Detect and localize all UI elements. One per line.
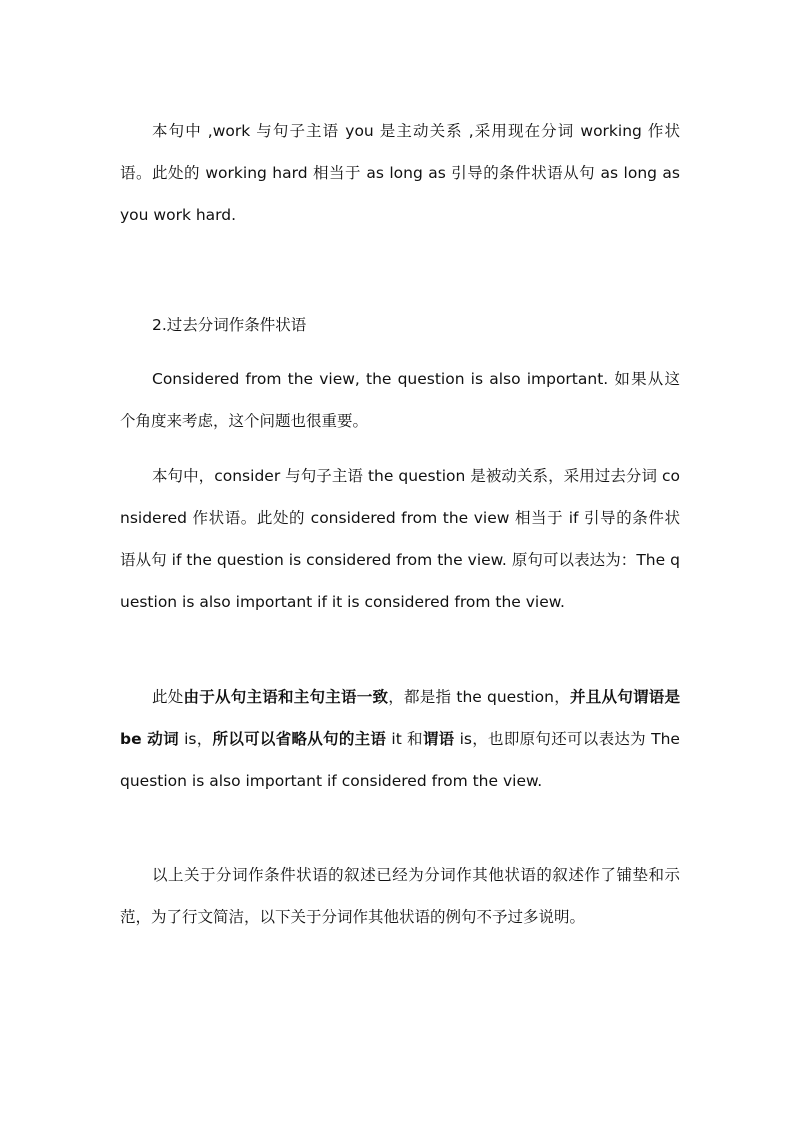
paragraph-summary-note bbox=[120, 854, 680, 938]
paragraph-explanation-considered bbox=[120, 455, 680, 623]
bold-text: 由于从句主语和主句主语一致 bbox=[183, 687, 389, 706]
paragraph-text: it 和 bbox=[386, 729, 423, 748]
paragraph-text: is，也即原句还可以表达为 The question is also important bbox=[120, 729, 680, 790]
paragraph-text: 本句中 ,work 与句子主语 you 是主动关系 ,采用现在分词 working 作状语。此处的 working hard 相当于 as long as 引导的条件状语从句 as long as you work hard. bbox=[120, 121, 680, 224]
paragraph-example-sentence bbox=[120, 358, 680, 442]
paragraph-text: 以上关于分词作条件状语的叙述已经为分词作其他状语的叙述作了铺垫和示范，为了行文简洁，以下关于分词作其他状语的例句不予过多说明。 bbox=[120, 865, 680, 926]
paragraph-text-emphasis: if it is considered from the view. bbox=[317, 592, 565, 611]
bold-text: 谓语 bbox=[422, 729, 455, 748]
paragraph-text: 本句中，consider 与句子主语 the question 是被动关系，采用过去分词 considered 作状语。此处的 considered from the view 相当于 if 引导的条件状语从句 if the question is considered from the view. 原句可以表达为：The question is also important bbox=[120, 466, 680, 611]
paragraph-text: is， bbox=[178, 729, 213, 748]
paragraph-working-as-condition bbox=[120, 110, 680, 236]
paragraph-text: ，都是指 the question， bbox=[388, 687, 570, 706]
bold-text: 并且从句谓语是 be 动词 bbox=[120, 687, 680, 748]
paragraph-text: 此处 bbox=[152, 687, 184, 706]
bold-text: 所以可以省略从句的主语 bbox=[212, 729, 387, 748]
section-heading-past-participle-condition bbox=[120, 304, 680, 346]
paragraph-text-emphasis: if considered from the view. bbox=[327, 771, 543, 790]
paragraph-text: Considered from the view, the question is also important. 如果从这个角度来考虑，这个问题也很重要。 bbox=[120, 369, 680, 430]
paragraph-omission-rule bbox=[120, 676, 680, 802]
heading-text: 2.过去分词作条件状语 bbox=[152, 315, 307, 334]
